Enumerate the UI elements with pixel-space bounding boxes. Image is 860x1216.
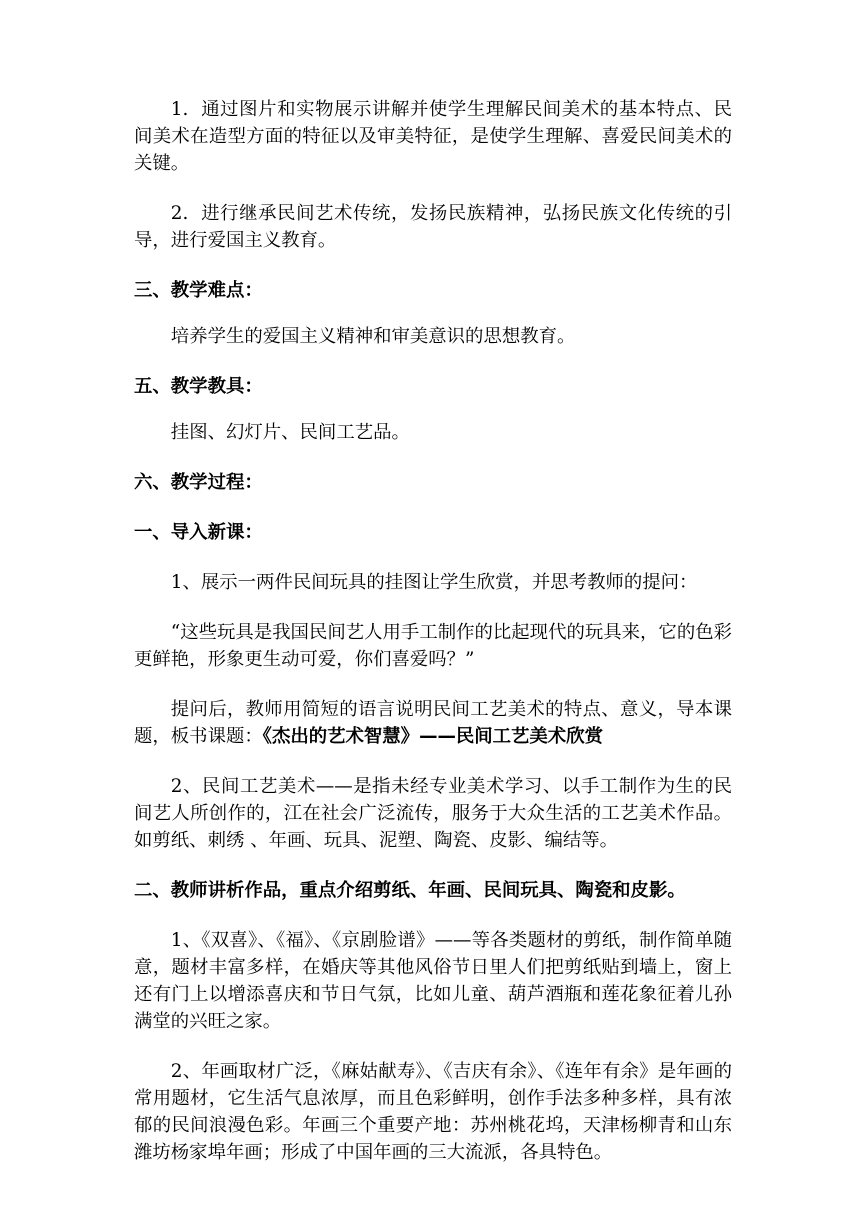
heading-teaching-process: 六、教学过程： [134,472,263,493]
paragraph-new-year-paintings: 2、年画取材广泛，《麻姑献寿》、《吉庆有余》、《连年有余》是年画的常用题材，它生活气息浓厚，而且色彩鲜明，创作手法多种多样，具有浓郁的民间浪漫色彩。年画三个重要产地：苏州桃花坞，天津杨柳青和山东潍坊杨家埠年画；形成了中国年画的三大流派，各具特色。 [134,1061,732,1163]
paragraph-key-point-1: 1. 通过图片和实物展示讲解并使学生理解民间美术的基本特点、民间美术在造型方面的特征以及审美特征，是使学生理解、喜爱民间美术的关键。 [134,99,732,174]
paragraph-teacher-question: “这些玩具是我国民间艺人用手工制作的比起现代的玩具来，它的色彩更鲜艳，形象更生动可爱，你们喜爱吗？” [134,622,732,670]
paragraph-folk-art-definition: 2、民间工艺美术——是指未经专业美术学习、以手工制作为生的民间艺人所创作的，江在社会广泛流传，服务于大众生活的工艺美术作品。如剪纸、刺绣 、年画、玩具、泥塑、陶瓷、皮影、编结等。 [134,776,732,851]
paragraph-paper-cutting: 1、《双喜》、《福》、《京剧脸谱》——等各类题材的剪纸，制作简单随意，题材丰富多样，在婚庆等其他风俗节日里人们把剪纸贴到墙上，窗上还有门上以增添喜庆和节日气氛，比如儿童、葫芦酒瓶和莲花象征着儿孙满堂的兴旺之家。 [134,930,732,1032]
paragraph-difficulty: 培养学生的爱国主义精神和审美意识的思想教育。 [170,326,576,347]
paragraph-tools: 挂图、幻灯片、民间工艺品。 [170,422,410,443]
heading-work-analysis: 二、教师讲析作品，重点介绍剪纸、年画、民间玩具、陶瓷和皮影。 [134,880,686,901]
intro-lesson-text: 提问后，教师用简短的语言说明民间工艺美术的特点、意义，导本课题，板书课题： [134,699,732,747]
lesson-title: 《杰出的艺术智慧》——民间工艺美术欣赏 [262,726,603,747]
heading-introduction: 一、导入新课： [134,522,263,543]
heading-teaching-tools: 五、教学教具： [134,376,263,397]
paragraph-intro-1: 1、展示一两件民间玩具的挂图让学生欣赏，并思考教师的提问： [170,572,698,593]
document-page [134,96,732,1166]
heading-teaching-difficulty: 三、教学难点： [134,280,263,301]
paragraph-key-point-2: 2. 进行继承民间艺术传统，发扬民族精神，弘扬民族文化传统的引导，进行爱国主义教育。 [134,203,732,251]
paragraph-intro-lesson [134,696,732,750]
